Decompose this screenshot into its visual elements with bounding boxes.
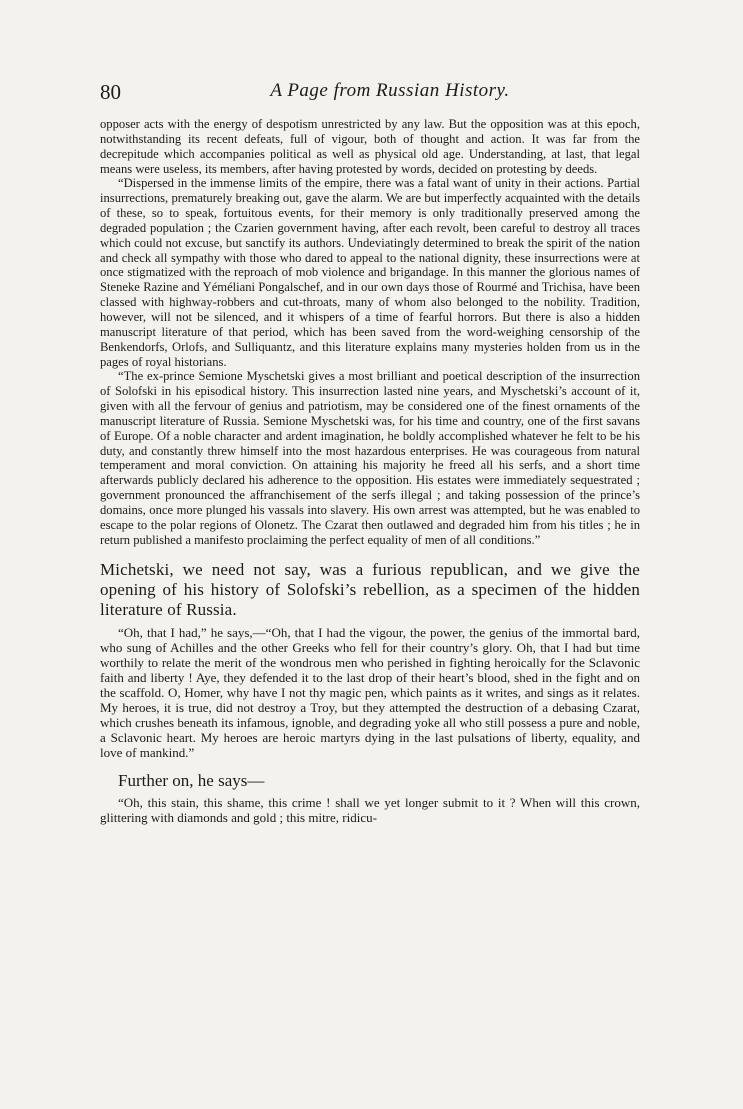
commentary-paragraph: Michetski, we need not say, was a furious republican, and we give the opening of his history of Solofski’s rebellion, as a specimen of the hidden literature of Russia. [100, 560, 640, 620]
quotation-oh-that-i-had: “Oh, that I had,” he says,—“Oh, that I had the vigour, the power, the genius of the immortal bard, who sung of Achilles and the other Greeks who fell for their country’s glory. Oh, that I had but time worthily to relate the merit of the wondrous men who perished in fighting heroically for the Sclavonic faith and liberty ! Aye, they defended it to the last drop of their heart’s blood, shed in the fight and on the scaffold. O, Homer, why have I not thy magic pen, which paints as it writes, and sings as it relates. My heroes, it is true, did not destroy a Troy, but they attempted the destruction of a debasing Czarat, which crushes beneath its infamous, ignoble, and degrading yoke all who still possess a pure and noble, a Sclavonic heart. My heroes are heroic martyrs dying in the last pulsations of liberty, equality, and love of mankind.” [100, 625, 640, 761]
transition-line: Further on, he says— [118, 771, 265, 791]
paragraph-dispersed: “Dispersed in the immense limits of the empire, there was a fatal want of unity in their actions. Partial insurrections, prematurely breaking out, gave the alarm. We are but imperfectly acquainted with the details of these, so to speak, fortuitous events, for their memory is only traditionally preserved among the degraded population ; the Czarien government having, after each revolt, been careful to destroy all traces which could not excuse, but sanctify its authors. Undeviatingly determined to break the spirit of the nation and check all sympathy with those who dared to appeal to the national dignity, these insurrections were at once stigmatized with the reproach of mob violence and brigandage. In this manner the glorious names of Steneke Razine and Yéméliani Pongalschef, and in our own days those of Rourmé and Trichisa, have been classed with highway-robbers and cut-throats, many of whom also belonged to the nobility. Tradition, however, will not be silenced, and it whispers of a time of fearful horrors. But there is also a hidden manuscript literature of that period, which has been saved from the word-weighing censorship of the Benkendorfs, Orlofs, and Sulliquantz, and this literature explains many mysteries holden from us in the pages of royal historians. [100, 176, 640, 369]
paragraph-continuation: opposer acts with the energy of despotism unrestricted by any law. But the opposition was at this epoch, notwithstanding its recent defeats, full of vigour, both of thought and action. It was far from the decrepitude which accompanies political as well as physical old age. Understanding, at last, that legal means were useless, its members, after having protested by words, decided on protesting by deeds. [100, 117, 640, 176]
page-number: 80 [100, 80, 121, 104]
page-header [100, 80, 640, 106]
running-title: A Page from Russian History. [270, 80, 510, 101]
paragraph-myschetski: “The ex-prince Semione Myschetski gives a most brilliant and poetical description of the insurrection of Solofski in his episodical history. This insurrection lasted nine years, and Myschetski’s account of it, given with all the fervour of genius and patriotism, may be considered one of the finest ornaments of the manuscript literature of Russia. Semione Myschetski was, for his time and country, one of the first savans of Europe. Of a noble character and ardent imagination, he boldly accomplished whatever he felt to be his duty, and constantly threw himself into the most hazardous enterprises. He was courageous from natural temperament and moral conviction. On attaining his majority he freed all his serfs, and a short time afterwards publicly declared his adherence to the opposition. His estates were immediately sequestrated ; government pronounced the affranchisement of the serfs illegal ; and taking possession of the prince’s domains, once more plunged his vassals into slavery. His own arrest was attempted, but he was enabled to escape to the polar regions of Olonetz. The Czarat then outlawed and degraded him from his titles ; he in return published a manifesto proclaiming the perfect equality of men of all conditions.” [100, 369, 640, 547]
page-body [100, 117, 640, 825]
quotation-this-stain: “Oh, this stain, this shame, this crime ! shall we yet longer submit to it ? When will this crown, glittering with diamonds and gold ; this mitre, ridicu- [100, 795, 640, 826]
